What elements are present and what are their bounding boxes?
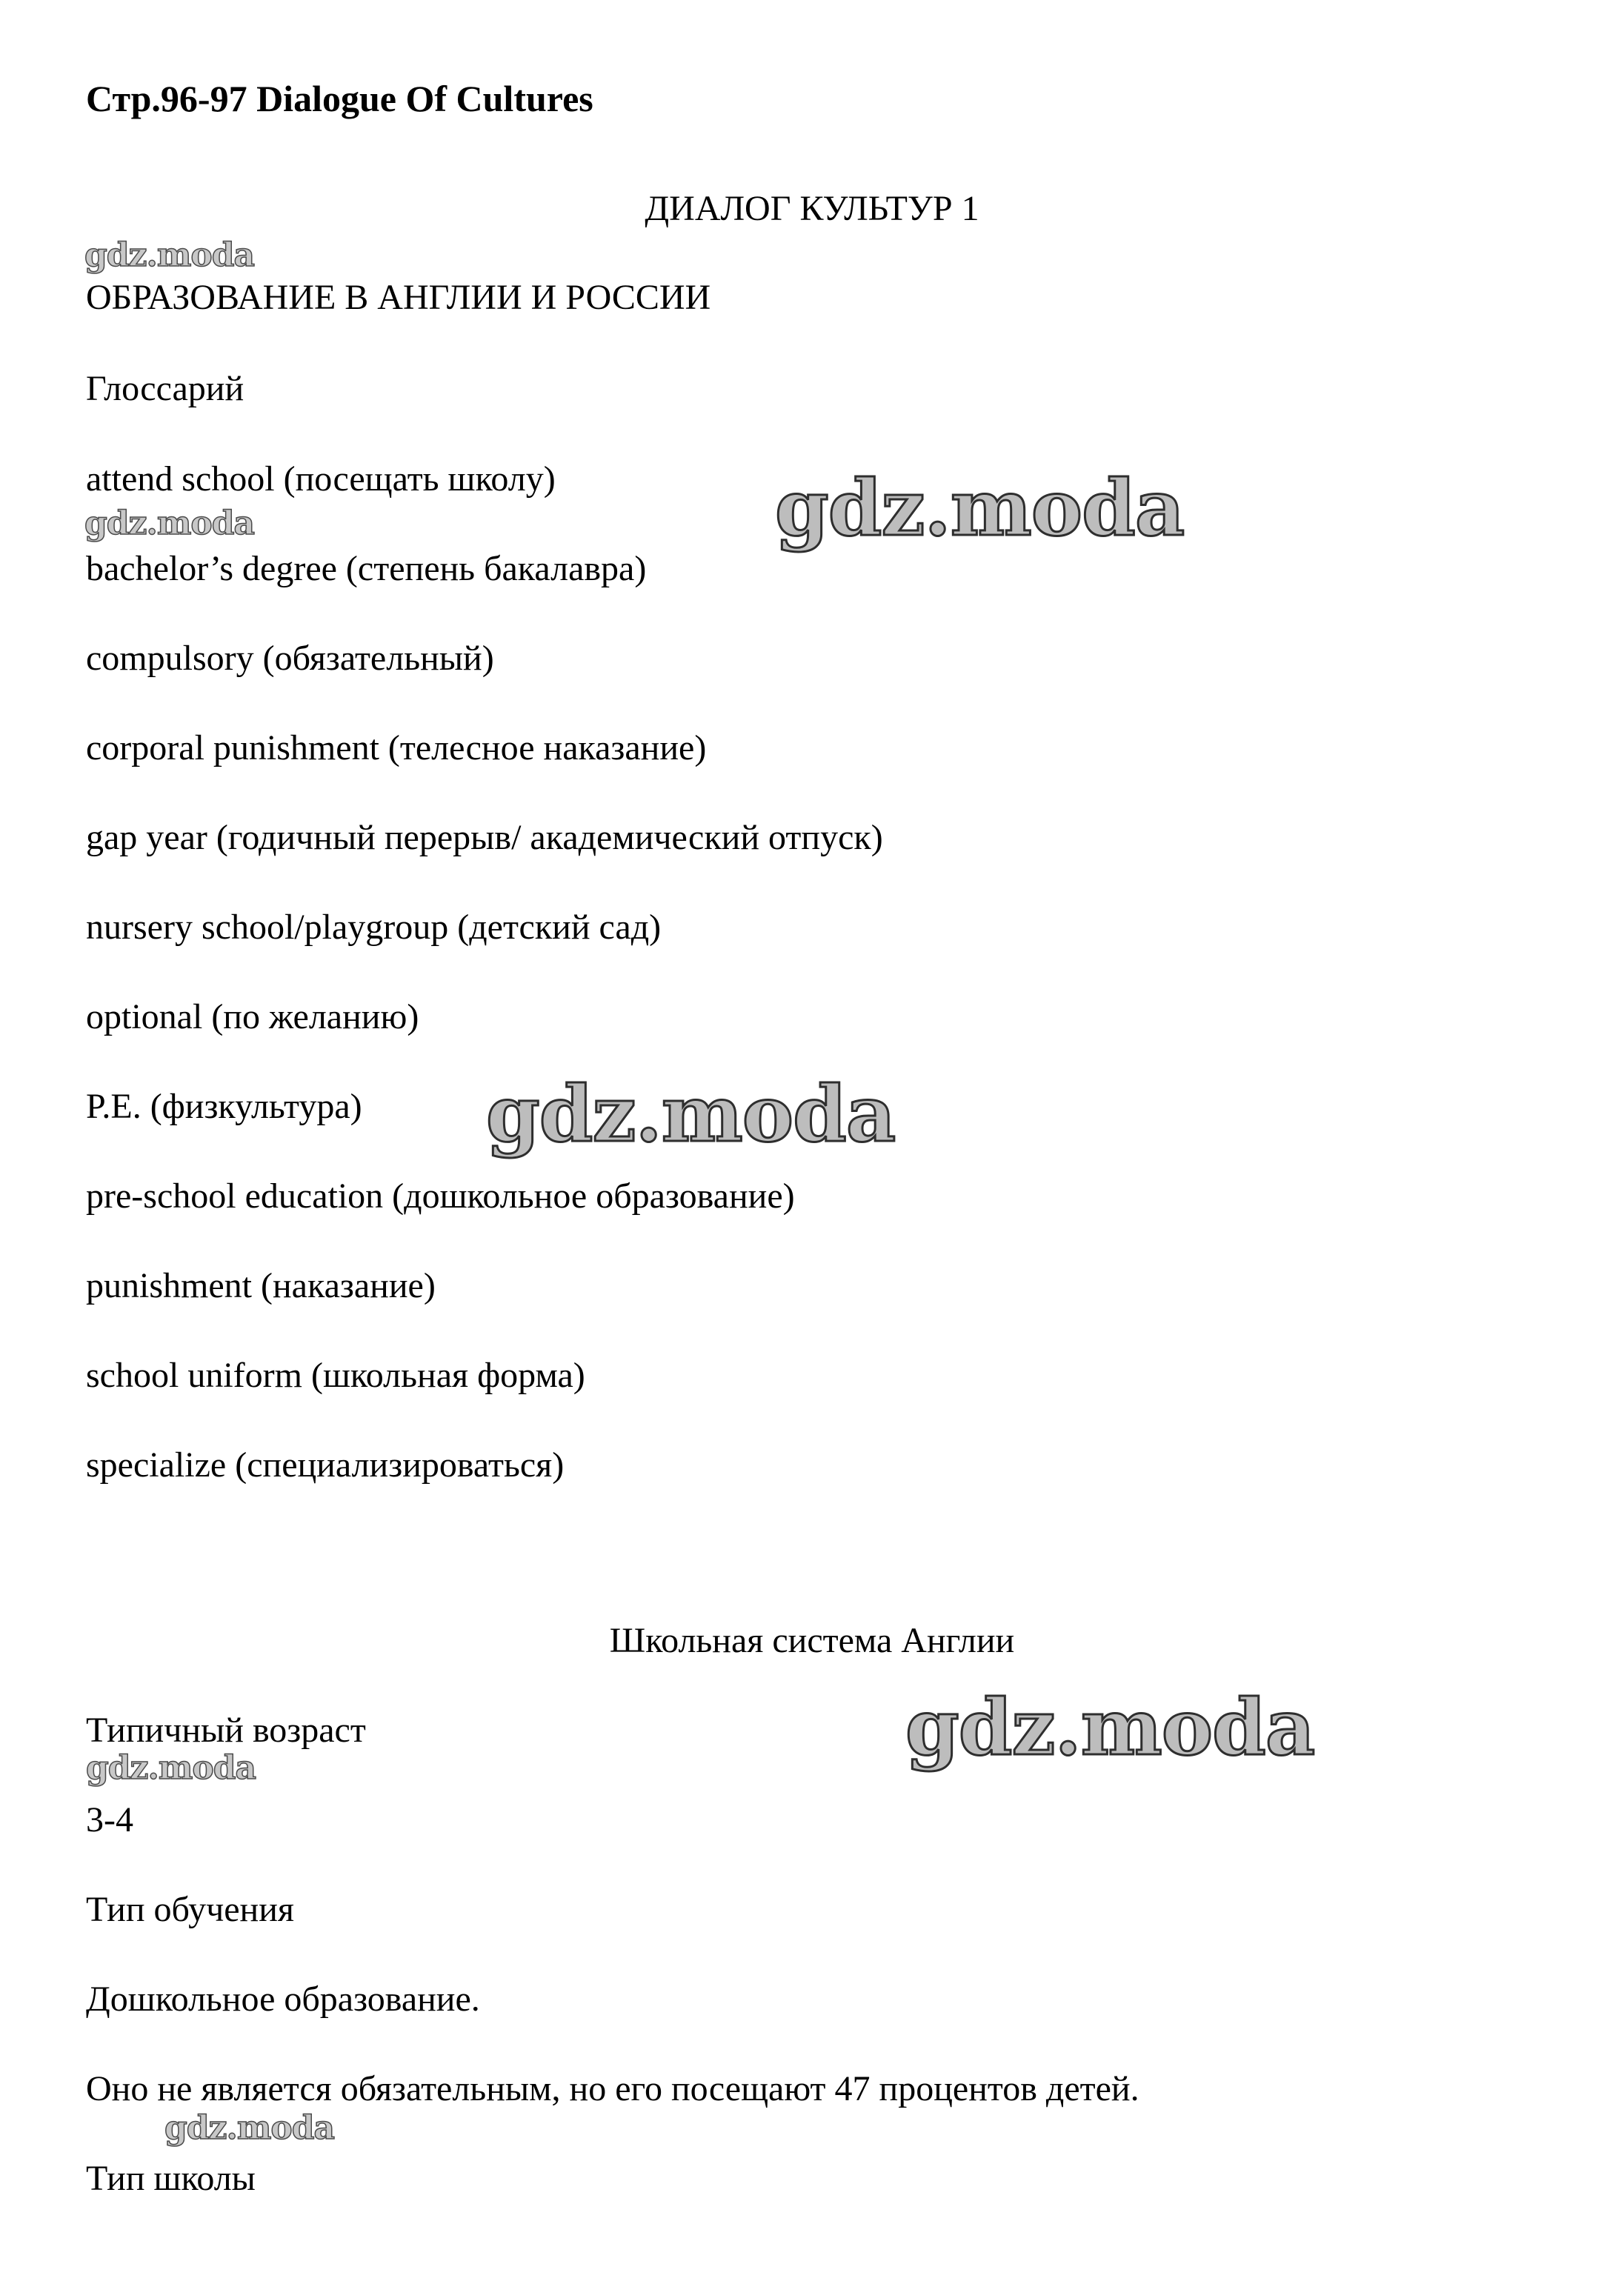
glossary-item: punishment (наказание) [86,1266,436,1305]
info-value: Дошкольное образование. [86,1979,480,2019]
section-subtitle-education: ОБРАЗОВАНИЕ В АНГЛИИ И РОССИИ [86,278,711,317]
section-title-dialogue: ДИАЛОГ КУЛЬТУР 1 [645,189,979,228]
watermark: gdz.moda [84,505,255,542]
watermark: gdz.moda [905,1682,1315,1773]
watermark: gdz.moda [164,2109,335,2147]
glossary-item: optional (по желанию) [86,997,419,1036]
glossary-item: attend school (посещать школу) [86,459,556,499]
info-label: Тип школы [86,2159,256,2198]
glossary-heading: Глоссарий [86,369,244,408]
watermark: gdz.moda [86,1749,256,1787]
glossary-item: bachelor’s degree (степень бакалавра) [86,549,647,588]
glossary-item: compulsory (обязательный) [86,639,494,678]
glossary-item: corporal punishment (телесное наказание) [86,728,707,767]
glossary-item: school uniform (школьная форма) [86,1356,585,1395]
watermark: gdz.moda [486,1068,896,1159]
watermark: gdz.moda [775,462,1185,553]
glossary-item: P.E. (физкультура) [86,1087,362,1126]
info-label: Типичный возраст [86,1711,366,1750]
section-title-school-system: Школьная система Англии [609,1621,1015,1660]
glossary-item: nursery school/playgroup (детский сад) [86,908,662,947]
glossary-item: pre-school education (дошкольное образование) [86,1176,795,1216]
info-value: 3-4 [86,1800,133,1839]
info-value: Оно не является обязательным, но его посещают 47 процентов детей. [86,2069,1139,2108]
info-label: Тип обучения [86,1890,294,1929]
page-heading: Стр.96-97 Dialogue Of Cultures [86,78,593,119]
glossary-item: specialize (специализироваться) [86,1445,565,1485]
watermark: gdz.moda [84,236,255,274]
glossary-item: gap year (годичный перерыв/ академический отпуск) [86,818,883,857]
